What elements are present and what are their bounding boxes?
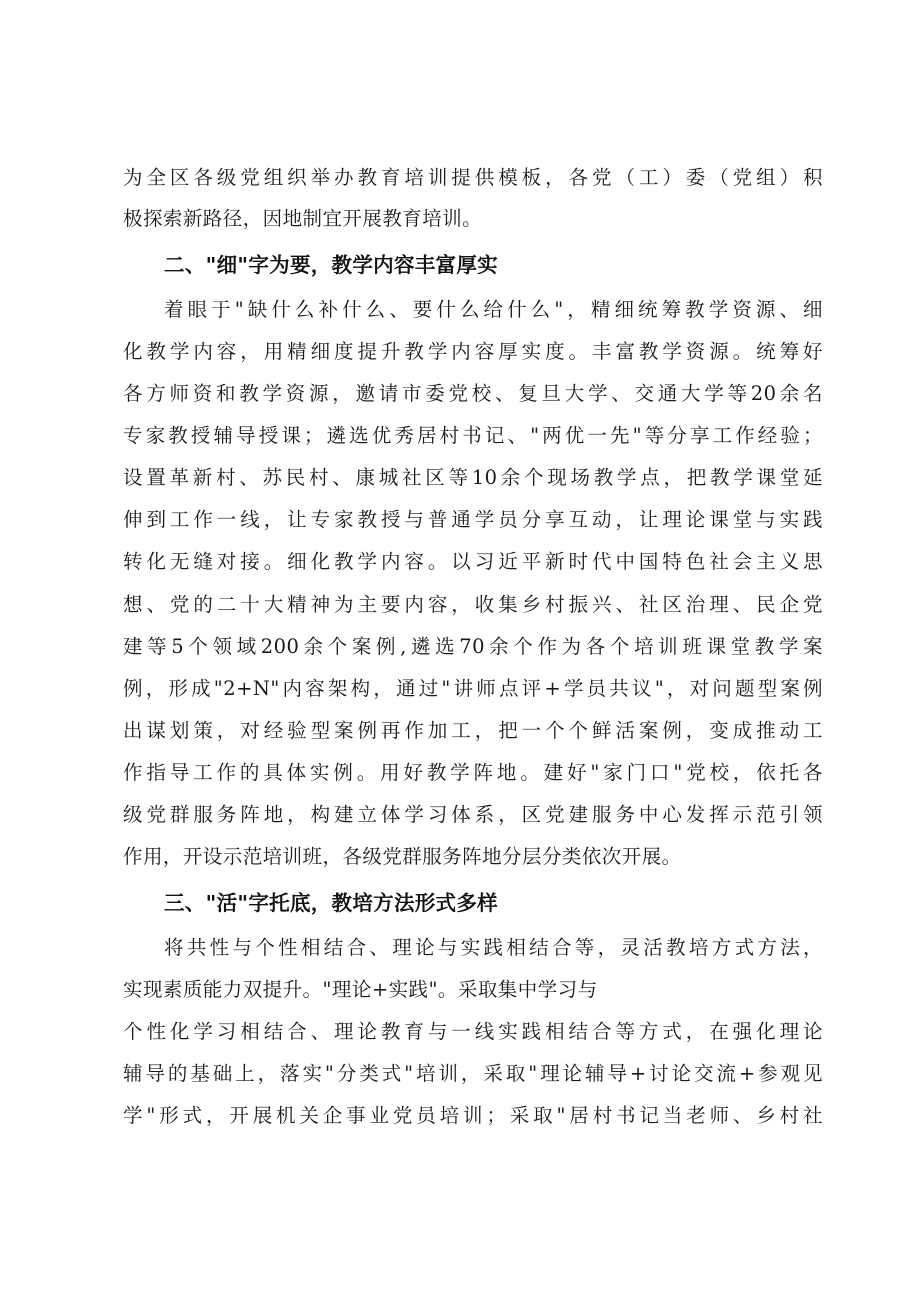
paragraph-line: 辅导的基础上，落实"分类式"培训，采取"理论辅导+讨论交流+参观见 <box>123 1062 823 1085</box>
paragraph-line: 级党群服务阵地，构建立体学习体系，区党建服务中心发挥示范引领 <box>123 803 823 826</box>
paragraph-line: 着眼于"缺什么补什么、要什么给什么"，精细统筹教学资源、细 <box>164 298 823 321</box>
paragraph-line: 建等5个领域200余个案例,遴选70余个作为各个培训班课堂教学案 <box>123 635 823 658</box>
paragraph-line: 设置革新村、苏民村、康城社区等10余个现场教学点，把教学课堂延 <box>123 466 823 489</box>
paragraph-line: 化教学内容，用精细度提升教学内容厚实度。丰富教学资源。统筹好 <box>123 340 823 363</box>
paragraph-line: 学"形式，开展机关企事业党员培训；采取"居村书记当老师、乡村社 <box>123 1104 823 1127</box>
paragraph-line: 专家教授辅导授课；遴选优秀居村书记、"两优一先"等分享工作经验； <box>123 424 823 447</box>
paragraph-line: 例，形成"2+N"内容架构，通过"讲师点评+学员共议"，对问题型案例 <box>123 677 823 700</box>
section-heading: 三、"活"字托底，教培方法形式多样 <box>164 891 498 915</box>
section-heading: 二、"细"字为要，教学内容丰富厚实 <box>164 253 498 277</box>
paragraph-line: 伸到工作一线，让专家教授与普通学员分享互动，让理论课堂与实践 <box>123 508 823 531</box>
paragraph-line: 为全区各级党组织举办教育培训提供模板，各党（工）委（党组）积 <box>123 166 823 189</box>
paragraph-line: 个性化学习相结合、理论教育与一线实践相结合等方式，在强化理论 <box>123 1020 823 1043</box>
paragraph-line: 各方师资和教学资源，邀请市委党校、复旦大学、交通大学等20余名 <box>123 382 823 405</box>
paragraph-line: 实现素质能力双提升。"理论+实践"。采取集中学习与 <box>123 978 598 1001</box>
paragraph-line: 想、党的二十大精神为主要内容，收集乡村振兴、社区治理、民企党 <box>123 593 823 616</box>
paragraph-line: 极探索新路径，因地制宜开展教育培训。 <box>123 207 483 230</box>
paragraph-line: 将共性与个性相结合、理论与实践相结合等，灵活教培方式方法， <box>164 936 823 959</box>
paragraph-line: 作用，开设示范培训班，各级党群服务阵地分层分类依次开展。 <box>123 845 682 868</box>
paragraph-line: 作指导工作的具体实例。用好教学阵地。建好"家门口"党校，依托各 <box>123 761 823 784</box>
paragraph-line: 转化无缝对接。细化教学内容。以习近平新时代中国特色社会主义思 <box>123 550 823 573</box>
paragraph-line: 出谋划策，对经验型案例再作加工，把一个个鲜活案例，变成推动工 <box>123 719 823 742</box>
